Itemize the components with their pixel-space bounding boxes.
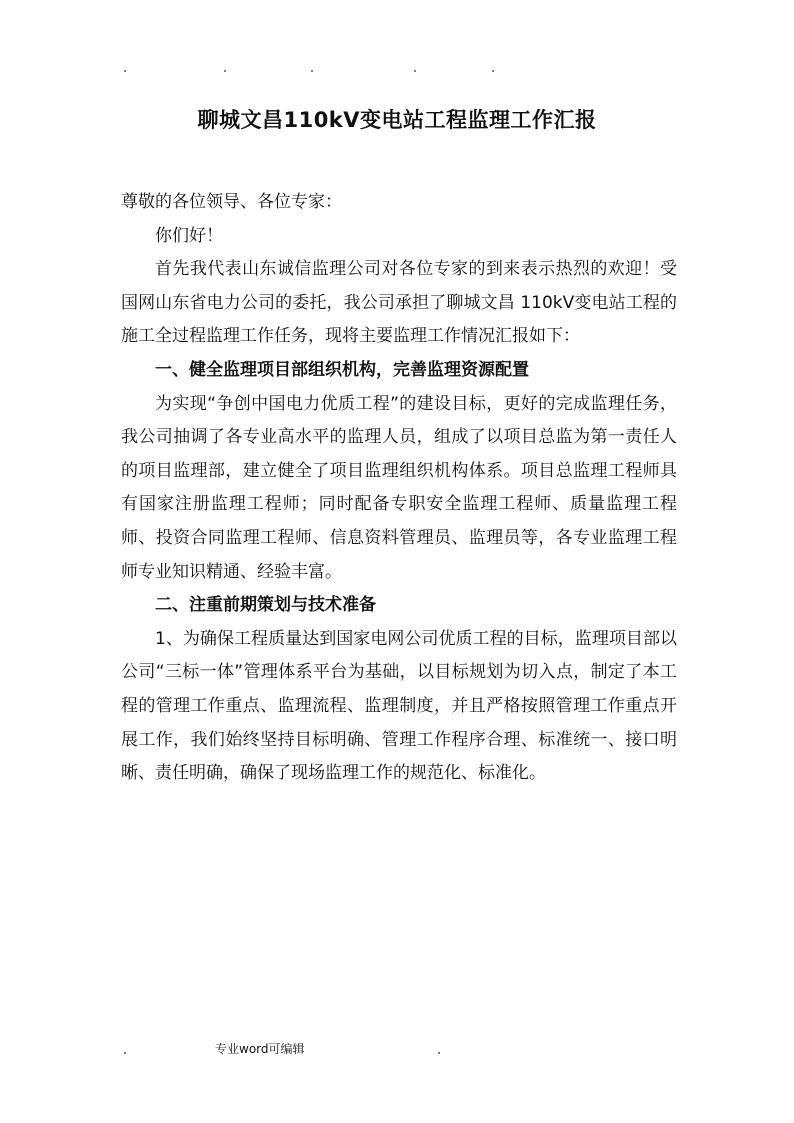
- corner-dot: [311, 70, 313, 72]
- section-1-paragraph: 为实现“争创中国电力优质工程”的建设目标，更好的完成监理任务，我公司抽调了各专业高水平的监理人员，组成了以项目总监为第一责任人的项目监理部，建立健全了项目监理组织机构体系。项目总监理工程师具有国家注册监理工程师；同时配备专职安全监理工程师、质量监理工程师、投资合同监理工程师、信息资料管理员、监理员等，各专业监理工程师专业知识精通、经验丰富。: [121, 393, 677, 582]
- section-1-heading: 一、健全监理项目部组织机构，完善监理资源配置: [155, 359, 529, 380]
- corner-dot: [124, 70, 126, 72]
- intro-paragraph: 首先我代表山东诚信监理公司对各位专家的到来表示热烈的欢迎！受国网山东省电力公司的委托，我公司承担了聊城文昌 110kV变电站工程的施工全过程监理工作任务，现将主要监理工作情况汇报如下：: [121, 259, 677, 347]
- corner-dot: [224, 70, 226, 72]
- salutation: 尊敬的各位领导、各位专家：: [121, 192, 342, 212]
- document-body: [121, 186, 677, 791]
- page-footer: 专业word可编辑: [215, 1042, 305, 1056]
- document-title: 聊城文昌110kV变电站工程监理工作汇报: [197, 108, 597, 132]
- corner-dot: [414, 70, 416, 72]
- corner-dot: [124, 1052, 126, 1054]
- section-2-heading: 二、注重前期策划与技术准备: [155, 595, 376, 616]
- corner-dot: [438, 1052, 440, 1054]
- corner-dot: [492, 70, 494, 72]
- section-2-item-1: 1、为确保工程质量达到国家电网公司优质工程的目标，监理项目部以公司“三标一体”管理体系平台为基础，以目标规划为切入点，制定了本工程的管理工作重点、监理流程、监理制度，并且严格按照管理工作重点开展工作，我们始终坚持目标明确、管理工作程序合理、标准统一、接口明晰、责任明确，确保了现场监理工作的规范化、标准化。: [121, 628, 677, 784]
- greeting: 你们好！: [155, 225, 223, 246]
